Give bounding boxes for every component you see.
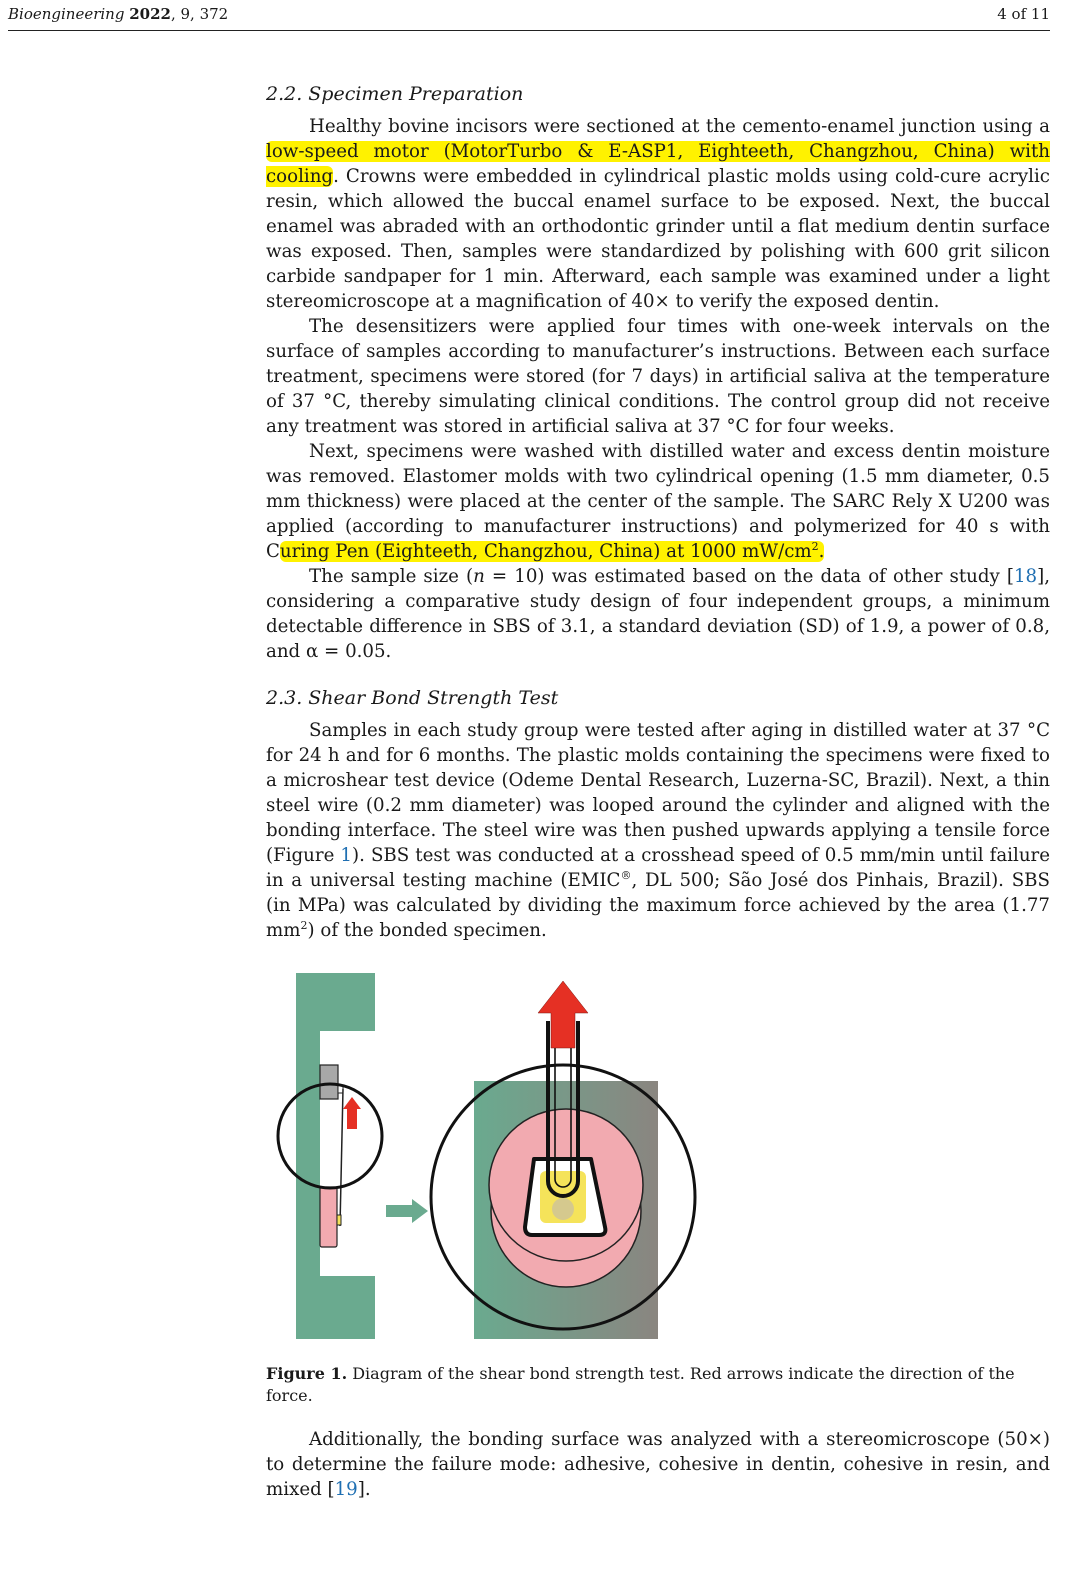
force-arrow-small — [343, 1097, 361, 1129]
paragraph: Healthy bovine incisors were sectioned at the cemento-enamel junction using a low-speed motor (MotorTurbo & E-ASP1, Eighteeth, Changzhou, China) with cooling. Crowns were embedded in cylindrical plastic molds using cold-cure acrylic resin, which allowed the buccal enamel surface to be exposed. Next, the buccal enamel was abraded with an orthodontic grinder until a flat medium dentin surface was exposed. Then, samples were standardized by polishing with 600 grit silicon carbide sandpaper for 1 min. Afterward, each sample was examined under a light stereomicroscope at a magnification of 40× to verify the exposed dentin. — [266, 116, 1050, 312]
figure-link[interactable]: 1 — [340, 845, 352, 866]
force-arrow-large — [538, 981, 588, 1048]
paragraph: Additionally, the bonding surface was analyzed with a stereomicroscope (50×) to determine the failure mode: adhesive, cohesive in dentin, cohesive in resin, and mixed [19]. — [266, 1429, 1050, 1500]
paragraph: Next, specimens were washed with distilled water and excess dentin moisture was removed. Elastomer molds with two cylindrical opening (1.5 mm diameter, 0.5 mm thickness) were placed at the center of the sample. The SARC Rely X U200 was applied (according to manufacturer instructions) and polymerized for 40 s with Curing Pen (Eighteeth, Changzhou, China) at 1000 $mW/cm^2$. — [266, 441, 1050, 562]
highlighted-text: uring Pen (Eighteeth, Changzhou, China) at 1000 $mW/cm^2$. — [279, 539, 825, 562]
paragraph: The sample size (n = 10) was estimated based on the data of other study [18], considering a comparative study design of four independent groups, a minimum detectable difference in SBS of 3.1, a standard deviation (SD) of 1.9, a power of 0.8, and α = 0.05. — [266, 566, 1050, 662]
citation-link[interactable]: 18 — [1013, 566, 1038, 587]
paragraph: Samples in each study group were tested after aging in distilled water at 37 °C for 24 h and for 6 months. The plastic molds containing the specimens were fixed to a microshear test device (Odeme Dental Research, Luzerna-SC, Brazil). Next, a thin steel wire (0.2 mm diameter) was looped around the cylinder and aligned with the bonding interface. The steel wire was then pushed upwards applying a tensile force (Figure 1). SBS test was conducted at a crosshead speed of 0.5 mm/min until failure in a universal testing machine (EMIC®, DL 500; São José dos Pinhais, Brazil). SBS (in MPa) was calculated by dividing the maximum force achieved by the area (1.77 $mm^2$) of the bonded specimen. — [266, 720, 1051, 941]
figure-caption: Figure 1. Diagram of the shear bond strength test. Red arrows indicate the direction of the force. — [266, 1364, 1015, 1405]
running-header — [8, 2, 1050, 31]
page-number: 4 of 11 — [997, 5, 1050, 23]
figure-shear-bond-diagram — [266, 973, 1050, 1353]
arrow-zoom — [386, 1199, 428, 1223]
grip-upper — [320, 1065, 338, 1099]
section-title-specimen-preparation: 2.2. Specimen Preparation — [266, 83, 524, 105]
fixture-left — [296, 973, 375, 1339]
specimen-small — [320, 1187, 337, 1247]
citation-link[interactable]: 19 — [334, 1479, 358, 1500]
paragraph: The desensitizers were applied four times with one-week intervals on the surface of samples according to manufacturer’s instructions. Between each surface treatment, specimens were stored (for 7 days) in artificial saliva at the temperature of 37 °C, thereby simulating clinical conditions. The control group did not receive any treatment was stored in artificial saliva at 37 °C for four weeks. — [266, 316, 1050, 437]
steel-wire-left — [340, 1089, 343, 1226]
highlighted-text: low-speed motor (MotorTurbo & E-ASP1, Eighteeth, Changzhou, China) with cooling — [266, 141, 1050, 187]
main-content — [266, 80, 1050, 1502]
journal-citation: Bioengineering 2022, 9, 372 — [8, 5, 229, 23]
shear-bond-diagram — [266, 973, 1050, 1353]
section-title-shear-bond-strength-test: 2.3. Shear Bond Strength Test — [266, 687, 559, 709]
